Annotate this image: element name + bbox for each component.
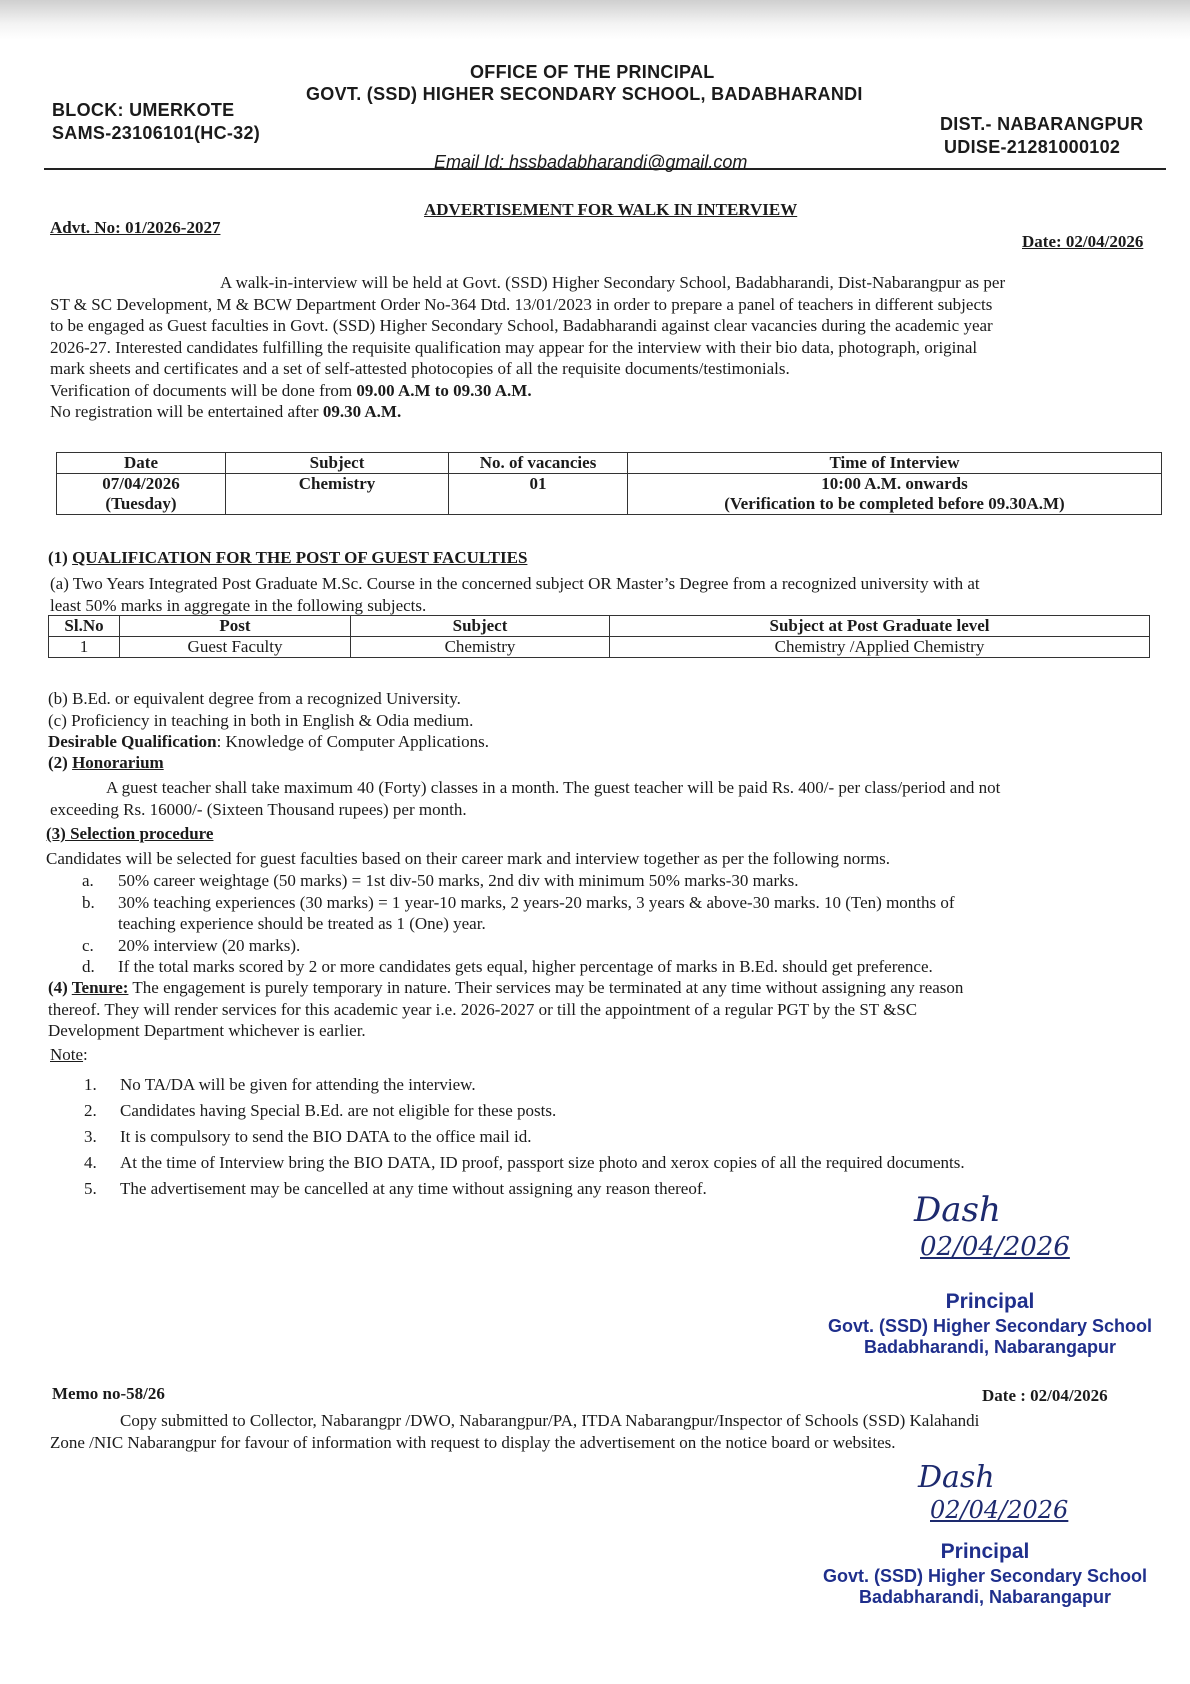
item-number: 4. [84, 1153, 97, 1172]
intro-line: 2026-27. Interested candidates fulfilling the requisite qualification may appear for the interview with their bio data, photograph, original [50, 337, 978, 357]
list-item [84, 1124, 1164, 1150]
memo-text [50, 1410, 1170, 1453]
intro-paragraph [50, 272, 1170, 423]
item-text: 50% career weightage (50 marks) = 1st div-50 marks, 2nd div with minimum 50% marks-30 marks. [118, 871, 799, 890]
header-post: Post [120, 616, 351, 637]
handwritten-signature: Dash [914, 1190, 1001, 1230]
principal-stamp [820, 1290, 1160, 1358]
qualification-a-line: least 50% marks in aggregate in the following subjects. [50, 595, 427, 615]
item-number: 3. [84, 1127, 97, 1146]
tenure-text: Development Department whichever is earlier. [48, 1021, 366, 1040]
honorarium-heading [48, 753, 164, 773]
tenure-line [48, 977, 1168, 999]
memo-date: Date : 02/04/2026 [982, 1386, 1108, 1405]
item-text: Candidates having Special B.Ed. are not eligible for these posts. [120, 1101, 557, 1120]
verification-line [50, 380, 1170, 402]
cell-pg-subject: Chemistry /Applied Chemistry [610, 637, 1150, 658]
cell-vacancies: 01 [449, 474, 628, 515]
cell-post: Guest Faculty [120, 637, 351, 658]
item-text: At the time of Interview bring the BIO DATA, ID proof, passport size photo and xerox copies of all the required documents. [120, 1153, 965, 1172]
tenure-heading: Tenure: [71, 978, 129, 997]
handwritten-date: 02/04/2026 [920, 1232, 1070, 1262]
desirable-label: Desirable Qualification [48, 732, 217, 751]
header-date: Date [57, 453, 226, 474]
handwritten-date: 02/04/2026 [930, 1496, 1069, 1524]
signature-block [900, 1190, 1100, 1270]
stamp-place: Badabharandi, Nabarangapur [863, 1337, 1117, 1357]
list-item [84, 1072, 1164, 1098]
advt-number: Advt. No: 01/2026-2027 [50, 218, 221, 237]
heading-number: (1) [48, 548, 73, 567]
table-header-row [57, 453, 1162, 474]
verification-text: Verification of documents will be done from [50, 380, 357, 400]
item-line: 30% teaching experiences (30 marks) = 1 year-10 marks, 2 years-20 marks, 3 years & above-30 marks. 10 (Ten) months of [118, 892, 955, 912]
advt-title: ADVERTISEMENT FOR WALK IN INTERVIEW [424, 200, 798, 219]
item-text: No TA/DA will be given for attending the interview. [120, 1075, 476, 1094]
item-marker: a. [82, 871, 94, 890]
honorarium-line: exceeding Rs. 16000/- (Sixteen Thousand rupees) per month. [50, 799, 467, 819]
district-label: DIST.- NABARANGPUR [940, 114, 1144, 134]
list-item [82, 892, 1170, 935]
day-value: (Tuesday) [105, 494, 177, 513]
item-line: teaching experience should be treated as 1 (One) year. [118, 914, 486, 933]
list-item [84, 1098, 1164, 1124]
tenure-section [48, 977, 1168, 1042]
desirable-qualification [48, 731, 1168, 753]
header-slno: Sl.No [49, 616, 120, 637]
principal-stamp [815, 1540, 1155, 1608]
time-value: 10:00 A.M. onwards [821, 474, 968, 493]
registration-time: 09.30 A.M. [322, 402, 402, 421]
qualification-b: (b) B.Ed. or equivalent degree from a recognized University. [48, 689, 461, 708]
email-line: Email Id: hssbadabharandi@gmail.com [434, 152, 748, 172]
qualification-c: (c) Proficiency in teaching in both in English & Odia medium. [48, 710, 474, 730]
cell-time [628, 474, 1162, 515]
memo-line: Copy submitted to Collector, Nabarangpr /DWO, Nabarangpur/PA, ITDA Nabarangpur/Inspector of Schools (SSD) Kalahandi [120, 1411, 980, 1430]
list-item [82, 935, 1170, 957]
stamp-title: Principal [940, 1540, 1030, 1563]
scan-shadow [0, 0, 1190, 40]
header-subject: Subject [351, 616, 610, 637]
sams-code: SAMS-23106101(HC-32) [52, 123, 261, 143]
intro-line: A walk-in-interview will be held at Govt. (SSD) Higher Secondary School, Badabharandi, Dist-Nabarangpur as per [220, 273, 1006, 292]
registration-line [50, 401, 1170, 423]
registration-text: No registration will be entertained after [50, 402, 323, 421]
item-text: If the total marks scored by 2 or more candidates gets equal, higher percentage of marks in B.Ed. should get preference. [118, 957, 933, 976]
table-row [49, 637, 1150, 658]
stamp-school: Govt. (SSD) Higher Secondary School [827, 1316, 1153, 1336]
cell-subject: Chemistry [351, 637, 610, 658]
header-time: Time of Interview [628, 453, 1162, 474]
item-marker: c. [82, 935, 94, 955]
verification-note: (Verification to be completed before 09.30A.M) [724, 494, 1065, 513]
note-heading: Note: [50, 1045, 88, 1064]
stamp-place: Badabharandi, Nabarangapur [858, 1587, 1112, 1607]
header-vacancies: No. of vacancies [449, 453, 628, 474]
item-text: 20% interview (20 marks). [118, 935, 301, 955]
signature-block [910, 1460, 1110, 1540]
memo-number: Memo no-58/26 [52, 1384, 165, 1403]
tenure-text: The engagement is purely temporary in nature. Their services may be terminated at any time without assigning any reason [128, 978, 964, 997]
heading-text: QUALIFICATION FOR THE POST OF GUEST FACULTIES [72, 548, 528, 567]
qualification-a-line: (a) Two Years Integrated Post Graduate M.Sc. Course in the concerned subject OR Master’s Degree from a recognized university with at [50, 574, 980, 593]
item-number: 1. [84, 1075, 97, 1094]
list-item [84, 1150, 1164, 1176]
honorarium-line: A guest teacher shall take maximum 40 (Forty) classes in a month. The guest teacher will be paid Rs. 400/- per class/period and not [106, 778, 1001, 797]
item-number: 2. [84, 1101, 97, 1120]
note-list [84, 1072, 1164, 1202]
advt-date: Date: 02/04/2026 [1022, 232, 1144, 251]
header-subject: Subject [226, 453, 449, 474]
item-marker: d. [82, 957, 95, 976]
item-text: The advertisement may be cancelled at any time without assigning any reason thereof. [120, 1179, 707, 1198]
stamp-school: Govt. (SSD) Higher Secondary School [822, 1566, 1148, 1586]
note-heading-text: Note [50, 1045, 84, 1064]
desirable-text: : Knowledge of Computer Applications. [216, 732, 490, 751]
selection-intro: Candidates will be selected for guest faculties based on their career mark and interview together as per the following norms. [46, 849, 891, 868]
office-line: OFFICE OF THE PRINCIPAL [470, 62, 715, 82]
header-pg-subject: Subject at Post Graduate level [610, 616, 1150, 637]
item-marker: b. [82, 892, 95, 912]
memo-line: Zone /NIC Nabarangpur for favour of information with request to display the advertisement on the notice board or websites. [50, 1432, 896, 1452]
header-rule [44, 168, 1166, 170]
item-text: It is compulsory to send the BIO DATA to the office mail id. [120, 1127, 532, 1146]
stamp-title: Principal [945, 1290, 1035, 1313]
item-number: 5. [84, 1179, 97, 1198]
block-label: BLOCK: UMERKOTE [52, 100, 235, 120]
list-item [82, 870, 1170, 892]
handwritten-signature: Dash [918, 1460, 995, 1495]
heading-number: (4) [48, 978, 72, 997]
selection-heading: (3) Selection procedure [46, 824, 214, 843]
selection-list [82, 870, 1170, 978]
verification-time: 09.00 A.M to 09.30 A.M. [356, 380, 532, 400]
intro-line: ST & SC Development, M & BCW Department Order No-364 Dtd. 13/01/2023 in order to prepare a panel of teachers in different subjects [50, 294, 993, 314]
intro-line: mark sheets and certificates and a set of self-attested photocopies of all the requisite documents/testimonials. [50, 359, 790, 378]
heading-text: Honorarium [72, 753, 164, 772]
qualification-heading [48, 548, 527, 568]
cell-date [57, 474, 226, 515]
table-header-row [49, 616, 1150, 637]
tenure-text: thereof. They will render services for this academic year i.e. 2026-2027 or till the appointment of a regular PGT by the ST &SC [48, 999, 918, 1019]
honorarium-text [50, 777, 1170, 820]
qualification-a [50, 573, 1170, 616]
cell-subject: Chemistry [226, 474, 449, 515]
list-item [82, 956, 1170, 978]
udise-code: UDISE-21281000102 [944, 137, 1121, 157]
cell-slno: 1 [49, 637, 120, 658]
table-row [57, 474, 1162, 515]
post-table [48, 615, 1150, 658]
school-line: GOVT. (SSD) HIGHER SECONDARY SCHOOL, BADABHARANDI [306, 84, 863, 104]
qualification-bc [48, 688, 1168, 753]
item-text [118, 892, 1170, 935]
heading-number: (2) [48, 753, 73, 772]
date-value: 07/04/2026 [102, 474, 180, 493]
intro-line: to be engaged as Guest faculties in Govt. (SSD) Higher Secondary School, Badabharandi against clear vacancies during the academic year [50, 316, 993, 335]
interview-table [56, 452, 1162, 515]
